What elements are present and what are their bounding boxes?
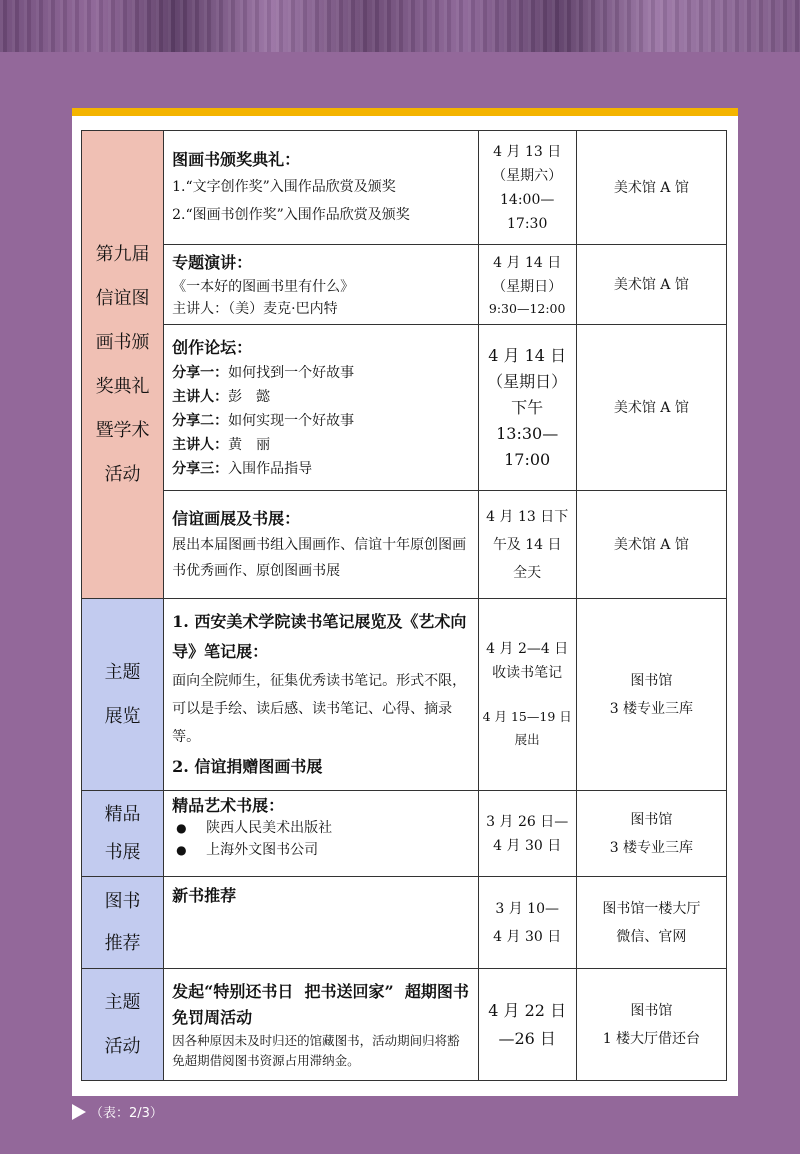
category-cell-recommend: 图书 推荐 bbox=[82, 877, 164, 969]
event-venue: 美术馆 A 馆 bbox=[576, 325, 726, 491]
event-date: 4 月 22 日 —26 日 bbox=[478, 969, 576, 1081]
event-content: 精品艺术书展： ● 陕西人民美术出版社 ● 上海外文图书公司 bbox=[164, 791, 478, 877]
event-venue: 美术馆 A 馆 bbox=[576, 245, 726, 325]
event-date: 4 月 13 日 （星期六） 14:00— 17:30 bbox=[478, 131, 576, 245]
event-content: 专题演讲： 《一本好的图画书里有什么》 主讲人：（美）麦克·巴内特 bbox=[164, 245, 478, 325]
event-content: 信谊画展及书展： 展出本届图画书组入围画作、信谊十年原创图画书优秀画作、原创图画书展 bbox=[164, 491, 478, 599]
event-content: 图画书颁奖典礼： 1.“文字创作奖”入围作品欣赏及颁奖 2.“图画书创作奖”入围作品欣赏及颁奖 bbox=[164, 131, 478, 245]
event-date: 3 月 26 日— 4 月 30 日 bbox=[478, 791, 576, 877]
event-content: 1. 西安美术学院读书笔记展览及《艺术向导》笔记展： 面向全院师生，征集优秀读书笔记。形式不限，可以是手绘、读后感、读书笔记、心得、摘录等。 2. 信谊捐赠图画书展 bbox=[164, 599, 478, 791]
category-cell-exhibition: 主题 展览 bbox=[82, 599, 164, 791]
event-content: 创作论坛： 分享一：如何找到一个好故事 主讲人：彭 懿 分享二：如何实现一个好故事 主讲人：黄 丽 分享三：入围作品指导 bbox=[164, 325, 478, 491]
bullet-icon: ● bbox=[176, 821, 187, 835]
list-item: ● 上海外文图书公司 bbox=[172, 839, 469, 861]
category-cell-books: 精品 书展 bbox=[82, 791, 164, 877]
table-row bbox=[82, 791, 727, 877]
event-date: 3 月 10— 4 月 30 日 bbox=[478, 877, 576, 969]
gold-accent-bar bbox=[72, 108, 738, 116]
table-row bbox=[82, 969, 727, 1081]
list-item: ● 陕西人民美术出版社 bbox=[172, 817, 469, 839]
event-venue: 图书馆一楼大厅 微信、官网 bbox=[576, 877, 726, 969]
event-date: 4 月 2—4 日 收读书笔记 4 月 15—19 日 展出 bbox=[478, 599, 576, 791]
table-row bbox=[82, 131, 727, 245]
page-indicator: （表：2/3） bbox=[72, 1102, 163, 1121]
table-row bbox=[82, 599, 727, 791]
table-row bbox=[82, 325, 727, 491]
category-cell-activity: 主题 活动 bbox=[82, 969, 164, 1081]
event-content: 新书推荐 bbox=[164, 877, 478, 969]
event-date: 4 月 13 日下 午及 14 日 全天 bbox=[478, 491, 576, 599]
table-row bbox=[82, 491, 727, 599]
event-venue: 图书馆 3 楼专业三库 bbox=[576, 599, 726, 791]
bullet-icon: ● bbox=[176, 843, 187, 857]
event-date: 4 月 14 日 （星期日） 下午 13:30— 17:00 bbox=[478, 325, 576, 491]
table-row bbox=[82, 245, 727, 325]
event-date: 4 月 14 日 （星期日） 9:30—12:00 bbox=[478, 245, 576, 325]
event-venue: 图书馆 1 楼大厅借还台 bbox=[576, 969, 726, 1081]
event-venue: 图书馆 3 楼专业三库 bbox=[576, 791, 726, 877]
schedule-table bbox=[81, 130, 727, 1081]
play-arrow-icon bbox=[72, 1104, 86, 1120]
table-row bbox=[82, 877, 727, 969]
event-content: 发起“特别还书日 把书送回家” 超期图书免罚周活动 因各种原因未及时归还的馆藏图书，活动期间归将豁免超期借阅图书资源占用滞纳金。 bbox=[164, 969, 478, 1081]
decorative-header-band bbox=[0, 0, 800, 52]
event-venue: 美术馆 A 馆 bbox=[576, 491, 726, 599]
event-venue: 美术馆 A 馆 bbox=[576, 131, 726, 245]
category-cell-ninth: 第九届 信谊图 画书颁 奖典礼 暨学术 活动 bbox=[82, 131, 164, 599]
